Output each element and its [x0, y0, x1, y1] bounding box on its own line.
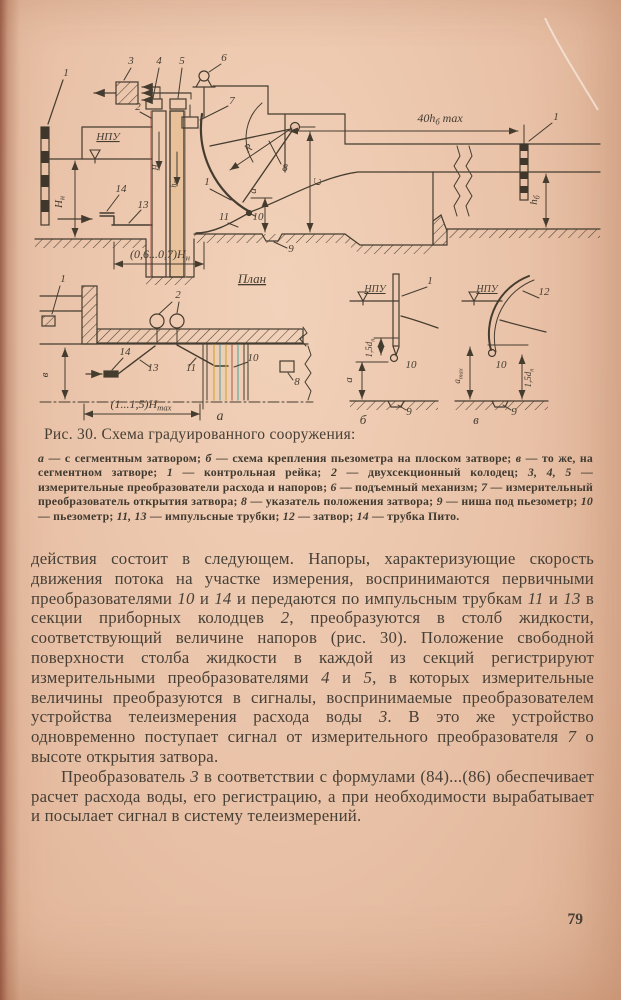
npu-symbol	[87, 150, 103, 163]
plan-break	[305, 346, 311, 400]
figure-label: $h_б$	[528, 195, 542, 205]
figure-label: 1	[60, 273, 66, 285]
figure-label: R	[242, 141, 255, 156]
transmitters-4-5	[146, 68, 191, 109]
figure-label: 9	[406, 406, 412, 418]
figure-caption-title: Рис. 30. Схема градуированного сооружения:	[44, 426, 356, 443]
figure-label: 14	[119, 346, 131, 358]
figure-label: $H_н$	[151, 161, 163, 171]
figure-label: 1	[427, 275, 433, 287]
figure-label: $(0,6...0,7)H_н$	[130, 247, 190, 263]
figure-label: $1,5d_п$	[364, 338, 377, 358]
plan-view	[40, 286, 313, 420]
figure-label: a	[343, 377, 355, 383]
plan-gate-slot	[203, 344, 248, 409]
figure-label: 10	[247, 352, 259, 364]
piezometer-10	[489, 350, 496, 357]
figure-label: $(1...1,5)H_{max}$	[110, 397, 172, 413]
figure-label: 2	[135, 101, 141, 113]
plan-indicator-8	[280, 361, 294, 380]
figure-label: в	[39, 372, 51, 378]
figure-label: 1	[553, 111, 559, 123]
figure-label: $H_н$	[53, 196, 67, 208]
figure-label: 13	[137, 199, 149, 211]
figure-label: 1	[204, 176, 210, 188]
figure-caption-legend: а — с сегментным затвором; б — схема крепления пьезометра на плоском затворе; в — то же, на сегментном затворе; 1 — контрольная рейка; 2 — двухсекционный колодец; 3, 4, 5 — измерительные преобразователи расхода и напоров; 6 — подъемный механизм; 7 — измерительный преобразователь открытия затвора; 8 — указатель положения затвора; 9 — ниша под пьезометр; 10 — пьезометр; 11, 13 — импульсные трубки; 12 — затвор; 14 — трубка Пито.	[38, 451, 594, 523]
break-lines	[454, 146, 472, 216]
page-number: 79	[567, 911, 583, 928]
body-text	[31, 549, 594, 826]
figure-label: 14	[115, 183, 127, 195]
piezometer-10	[391, 355, 398, 362]
figure-label: C	[312, 178, 324, 186]
figure-label: 1	[63, 67, 69, 79]
figure-label: 8	[294, 376, 300, 388]
paragraph: действия состоит в следующем. Напоры, характеризующие скорость движения потока на участке измерения, воспринимаются первичными преобразователями 10 и 14 и передаются по импульсным трубкам 11 и 13 в секции приборных колодцев 2, преобразуются в столб жидкости, соответствующий величине напоров (рис. 30). Положение свободной поверхности столба жидкости в каждой из секций регистрируют измерительными преобразователями 4 и 5, в которых измерительные величины преобразуются в сигналы, воспринимаемые преобразователем устройства телеизмерения расхода воды 3. В это же устройство одновременно поступает сигнал от измерительного преобразователя 7 о высоте открытия затвора.	[31, 549, 594, 766]
figure-label: $1,5d_п$	[523, 368, 536, 388]
tailwater-line	[250, 172, 600, 212]
figure-label: 9	[511, 406, 517, 418]
figure-label: 4	[156, 55, 162, 67]
figure-label: 11	[218, 211, 230, 223]
figure-label: 3	[128, 55, 134, 67]
detail-v	[455, 276, 548, 410]
scan-crease	[545, 18, 598, 110]
figure-label: a	[247, 188, 259, 194]
figure-label: в	[473, 412, 479, 427]
figure-label: б	[359, 412, 367, 427]
figure-label: НПУ	[96, 131, 120, 143]
structure-outline	[204, 86, 600, 172]
figure-label: 10	[405, 359, 417, 371]
figure-label: 9	[288, 243, 294, 255]
detail-b-dims	[356, 338, 398, 399]
figure-label: $h_б$	[169, 180, 181, 188]
figure-label: $40h_б$ max	[417, 111, 463, 127]
figure-label: 10	[495, 359, 507, 371]
paragraph: Преобразователь 3 в соответствии с формулами (84)...(86) обеспечивает расчет расхода воды, его регистрацию, а при необходимости вырабатывает и посылает сигнал в систему телеизмерений.	[31, 766, 594, 826]
cross-section-view	[35, 64, 600, 285]
figure-30-diagram	[0, 14, 621, 434]
figure-label: 6	[221, 52, 227, 64]
transmitter-7	[182, 105, 228, 128]
figure-label: НПУ	[476, 284, 498, 295]
right-staff	[520, 123, 552, 200]
figure-label: 13	[147, 362, 159, 374]
figure-label: 5	[179, 55, 185, 67]
figure-label: НПУ	[364, 284, 386, 295]
detail-v-dims	[470, 345, 528, 399]
figure-label: План	[237, 271, 267, 286]
figure-label: 8	[282, 162, 288, 174]
figure-label: 7	[229, 95, 235, 107]
figure-label: 2	[175, 289, 181, 301]
figure-label: 11	[185, 362, 197, 374]
figure-label: 12	[538, 286, 550, 298]
figure-label: 10	[252, 211, 264, 223]
flat-gate	[393, 274, 427, 355]
hoist-6	[193, 64, 221, 87]
dim-40h	[289, 125, 524, 144]
figure-label: $a_{max}$	[452, 368, 465, 384]
figure-30	[0, 14, 621, 434]
figure-caption	[38, 426, 593, 523]
figure-label: а	[216, 409, 224, 424]
